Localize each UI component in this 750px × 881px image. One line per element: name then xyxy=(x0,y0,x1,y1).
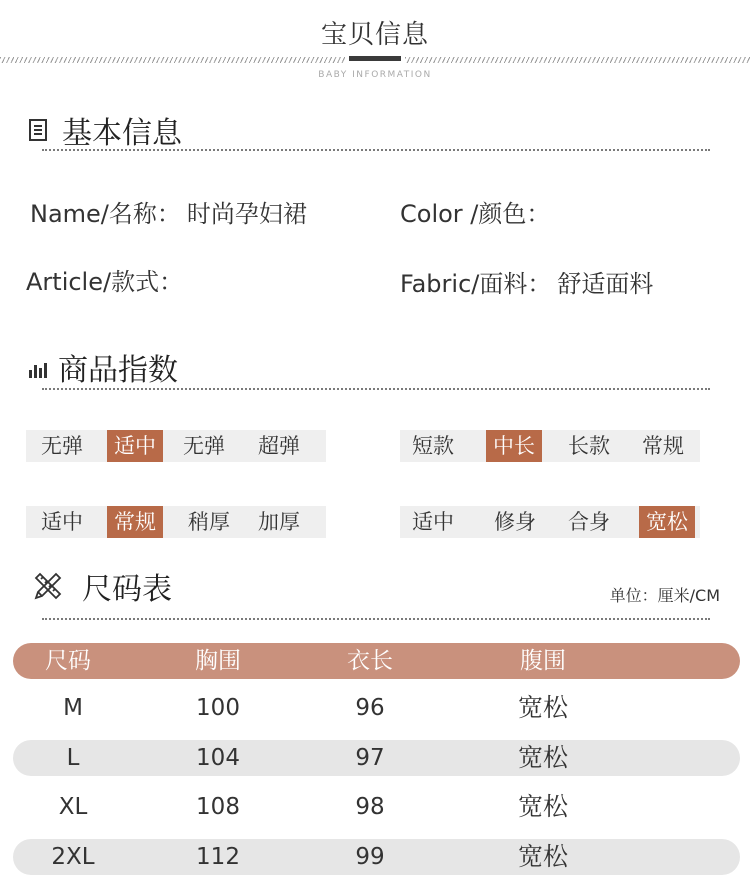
index-row-fit xyxy=(400,506,700,538)
header-divider-left xyxy=(0,57,345,63)
cell-bust: 112 xyxy=(196,844,240,870)
size-chart-title: 尺码表 xyxy=(82,572,172,607)
index-option: 合身 xyxy=(568,510,610,534)
index-row-stretch xyxy=(26,430,326,462)
cell-size: M xyxy=(63,695,83,721)
table-row xyxy=(13,690,740,726)
index-option: 长款 xyxy=(568,434,610,458)
cell-length: 99 xyxy=(355,844,385,870)
name-label: Name/名称： xyxy=(30,200,181,228)
index-option-selected: 宽松 xyxy=(639,506,695,538)
cell-size: XL xyxy=(58,794,88,820)
size-chart-heading xyxy=(32,564,172,608)
cell-waist: 宽松 xyxy=(517,792,568,821)
cell-bust: 104 xyxy=(196,745,240,771)
col-header-waist: 腹围 xyxy=(520,648,566,674)
col-header-length: 衣长 xyxy=(347,648,393,674)
index-option: 适中 xyxy=(41,510,83,534)
cell-waist: 宽松 xyxy=(517,842,568,871)
color-label: Color /颜色： xyxy=(400,200,551,228)
index-option: 常规 xyxy=(642,434,684,458)
bar-chart-icon xyxy=(28,361,48,379)
fabric-value: 舒适面料 xyxy=(557,270,654,298)
table-row xyxy=(13,839,740,875)
index-row-length xyxy=(400,430,700,462)
index-option: 无弹 xyxy=(41,434,83,458)
product-index-heading xyxy=(28,345,178,389)
page-title: 宝贝信息 xyxy=(320,20,429,50)
basic-info-title: 基本信息 xyxy=(62,116,182,151)
index-option: 修身 xyxy=(494,510,536,534)
index-option-selected: 常规 xyxy=(107,506,163,538)
cell-waist: 宽松 xyxy=(517,693,568,722)
page-subtitle: BABY INFORMATION xyxy=(318,70,432,80)
header-divider-right xyxy=(405,57,750,63)
size-chart-divider xyxy=(42,618,710,620)
cell-waist: 宽松 xyxy=(517,743,568,772)
document-icon xyxy=(28,118,50,142)
col-header-bust: 胸围 xyxy=(195,648,241,674)
cell-length: 96 xyxy=(355,695,385,721)
cell-size: L xyxy=(66,745,80,771)
index-option-selected: 中长 xyxy=(486,430,542,462)
fabric-label: Fabric/面料： xyxy=(400,270,552,298)
index-option: 超弹 xyxy=(258,434,300,458)
product-index-divider xyxy=(42,388,710,390)
index-row-thickness xyxy=(26,506,326,538)
product-index-title: 商品指数 xyxy=(58,353,178,388)
table-row xyxy=(13,740,740,776)
ruler-pencil-icon xyxy=(32,570,64,602)
article-label: Article/款式： xyxy=(26,268,184,296)
cell-size: 2XL xyxy=(51,844,95,870)
article-row xyxy=(26,262,189,297)
fabric-row xyxy=(400,264,653,299)
name-row xyxy=(30,194,307,229)
size-table-header xyxy=(13,643,740,679)
color-row xyxy=(400,194,556,229)
basic-info-heading xyxy=(28,108,182,152)
header-accent-bar xyxy=(349,56,401,61)
index-option: 适中 xyxy=(412,510,454,534)
index-option: 无弹 xyxy=(183,434,225,458)
name-value: 时尚孕妇裙 xyxy=(186,200,307,228)
index-option: 短款 xyxy=(412,434,454,458)
index-option: 稍厚 xyxy=(188,510,230,534)
cell-bust: 100 xyxy=(196,695,240,721)
index-option-selected: 适中 xyxy=(107,430,163,462)
unit-label: 单位：厘米/CM xyxy=(609,586,720,605)
index-option: 加厚 xyxy=(258,510,300,534)
cell-bust: 108 xyxy=(196,794,240,820)
table-row xyxy=(13,789,740,825)
cell-length: 97 xyxy=(355,745,385,771)
cell-length: 98 xyxy=(355,794,385,820)
basic-info-divider xyxy=(42,149,710,151)
col-header-size: 尺码 xyxy=(45,648,91,674)
